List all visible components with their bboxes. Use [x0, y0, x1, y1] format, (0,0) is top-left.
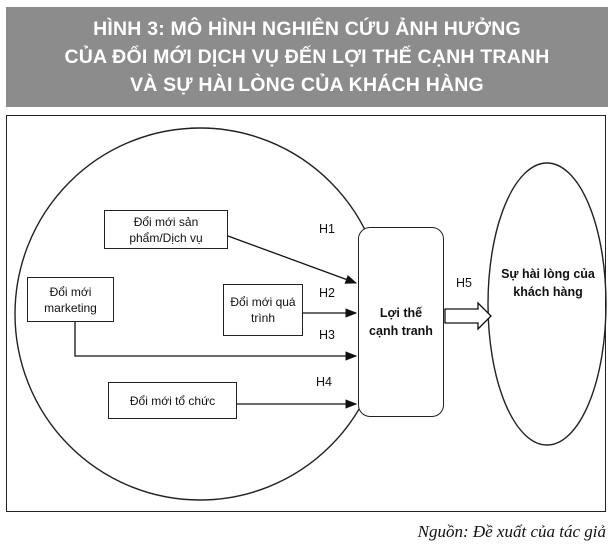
node-process-innovation-label: Đổi mới quá trình: [230, 295, 296, 325]
node-competitive-advantage-label: Lợi thế cạnh tranh: [369, 306, 433, 338]
h5-arrow: [445, 303, 491, 329]
node-process-innovation: [223, 284, 303, 336]
node-product-innovation-label: Đổi mới sản phẩm/Dịch vụ: [129, 214, 203, 245]
node-marketing-innovation: [27, 277, 114, 322]
label-h1: H1: [319, 222, 335, 236]
label-h3: H3: [319, 328, 335, 342]
node-product-innovation: [104, 210, 228, 249]
node-customer-satisfaction-label: Sự hài lòng của khách hàng: [501, 267, 595, 299]
node-organizational-innovation-label: Đổi mới tổ chức: [129, 393, 216, 408]
satisfaction-ellipse: [488, 163, 606, 445]
h3-arrow: [75, 320, 356, 356]
label-h5: H5: [456, 276, 472, 290]
label-h4: H4: [316, 375, 332, 389]
node-competitive-advantage: [358, 227, 444, 417]
h1-arrow: [228, 236, 356, 283]
label-h2: H2: [319, 286, 335, 300]
node-marketing-innovation-label: Đổi mới marketing: [44, 284, 97, 315]
title-line-3: VÀ SỰ HÀI LÒNG CỦA KHÁCH HÀNG: [130, 74, 484, 96]
title-line-1: HÌNH 3: MÔ HÌNH NGHIÊN CỨU ẢNH HƯỞNG: [93, 18, 521, 40]
title-line-2: CỦA ĐỔI MỚI DỊCH VỤ ĐẾN LỢI THẾ CẠNH TRANH: [64, 46, 550, 68]
source-note: Nguồn: Đề xuất của tác giả: [417, 522, 606, 541]
node-organizational-innovation: [108, 382, 237, 419]
